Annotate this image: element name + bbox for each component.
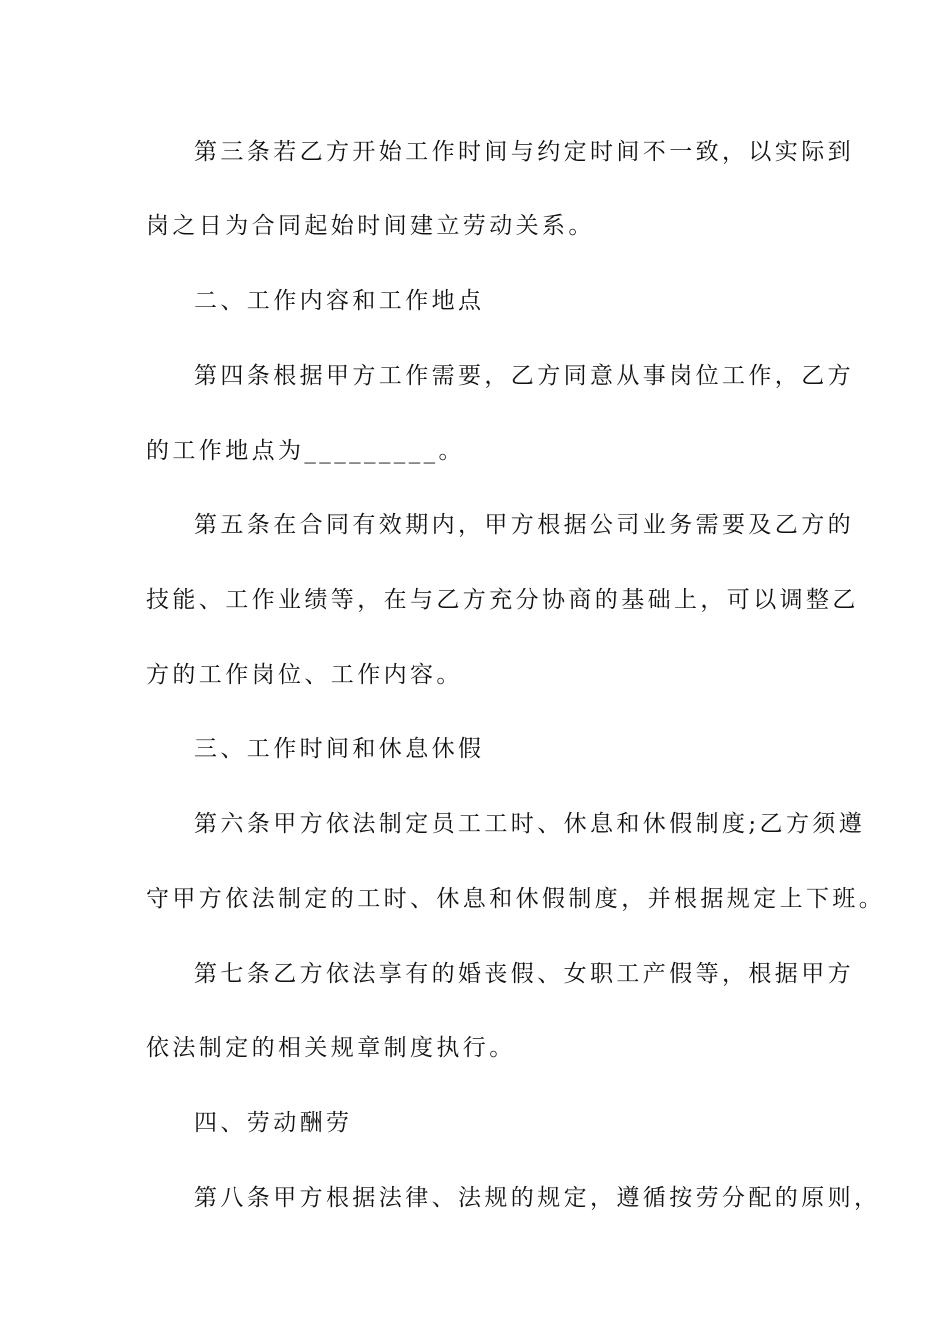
paragraph-article-7-line-1: 第七条乙方依法享有的婚丧假、女职工产假等，根据甲方 [194, 961, 854, 987]
paragraph-article-7-line-2: 依法制定的相关规章制度执行。 [146, 1035, 516, 1061]
paragraph-article-5-line-3: 方的工作岗位、工作内容。 [146, 662, 463, 688]
paragraph-article-8-line-1: 第八条甲方根据法律、法规的规定，遵循按劳分配的原则， [194, 1185, 881, 1211]
paragraph-article-4-line-1: 第四条根据甲方工作需要，乙方同意从事岗位工作，乙方 [194, 363, 854, 389]
paragraph-article-5-line-2: 技能、工作业绩等，在与乙方充分协商的基础上，可以调整乙 [146, 587, 859, 613]
section-heading-2: 二、工作内容和工作地点 [194, 288, 485, 314]
paragraph-article-6-line-2: 守甲方依法制定的工时、休息和休假制度，并根据规定上下班。 [146, 886, 886, 912]
section-heading-3: 三、工作时间和休息休假 [194, 736, 485, 762]
section-heading-4: 四、劳动酬劳 [194, 1110, 353, 1136]
paragraph-article-4-line-2: 的工作地点为_________。 [146, 438, 465, 464]
paragraph-article-6-line-1: 第六条甲方依法制定员工工时、休息和休假制度;乙方须遵 [194, 811, 866, 837]
paragraph-article-3-line-1: 第三条若乙方开始工作时间与约定时间不一致，以实际到 [194, 139, 854, 165]
paragraph-article-5-line-1: 第五条在合同有效期内，甲方根据公司业务需要及乙方的 [194, 512, 854, 538]
paragraph-article-3-line-2: 岗之日为合同起始时间建立劳动关系。 [146, 213, 595, 239]
